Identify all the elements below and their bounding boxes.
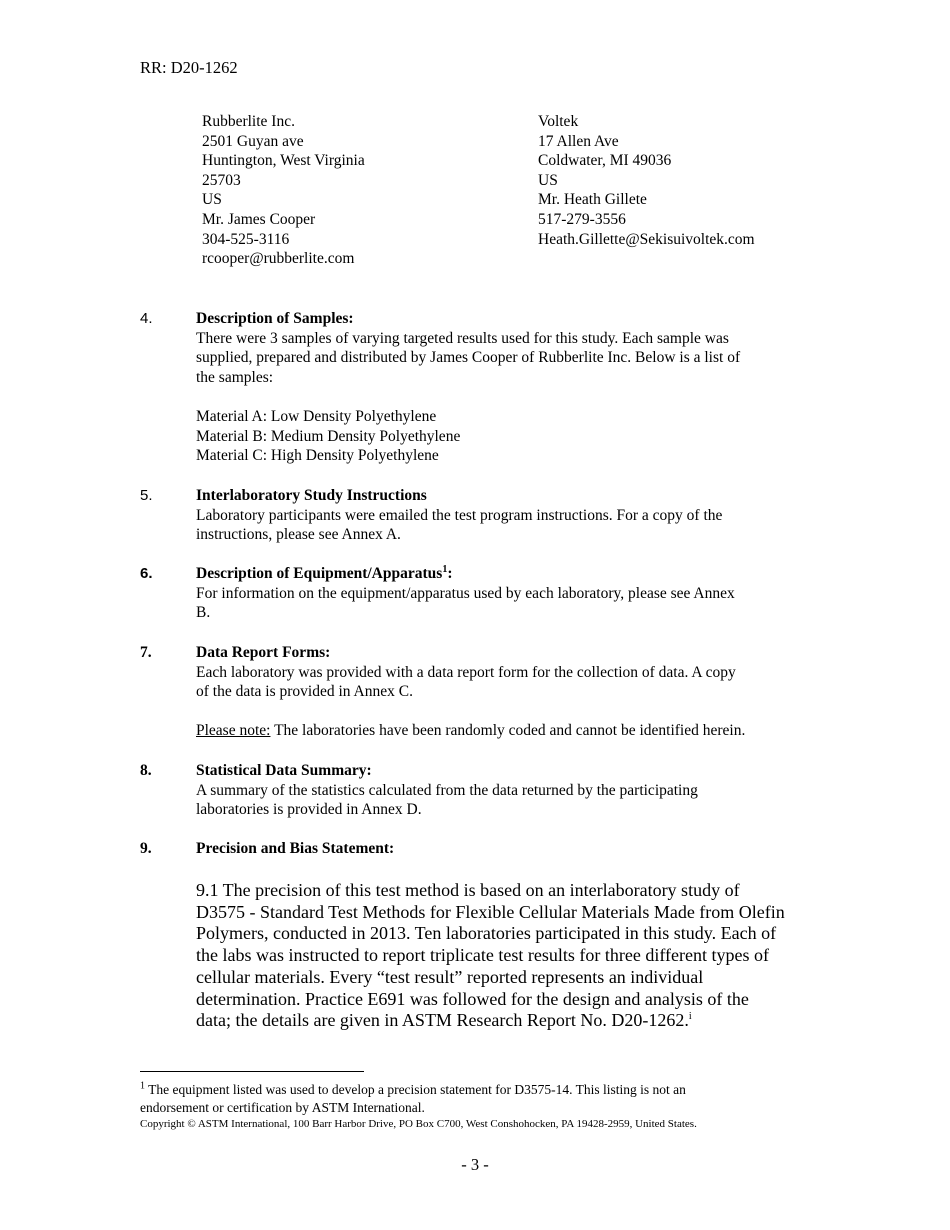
address-line: 17 Allen Ave [538,132,619,150]
section-number: 6. [140,565,153,582]
section-title: Description of Samples: [196,310,354,327]
note-label: Please note: [196,722,271,740]
footnote-ref: 1 [442,563,448,575]
paragraph-line: Polymers, conducted in 2013. Ten laboratories participated in this study. Each of [196,923,777,944]
section-number: 9. [140,840,152,857]
section-number: 8. [140,762,152,779]
section-title-text: Description of Equipment/Apparatus [196,565,443,582]
address-block-voltek [538,112,755,249]
section-statistical-summary [140,761,820,820]
address-block-rubberlite [202,112,365,269]
address-line: Mr. James Cooper [202,210,316,228]
address-email: Heath.Gillette@Sekisuivoltek.com [538,230,755,248]
paragraph-line: Each laboratory was provided with a data report form for the collection of data. A copy [196,663,736,681]
paragraph-line [196,1010,785,1032]
address-line: 25703 [202,171,241,189]
section-precision-bias [140,839,820,859]
paragraph-line: of the data is provided in Annex C. [196,683,413,701]
paragraph-line: supplied, prepared and distributed by James Cooper of Rubberlite Inc. Below is a list of [196,349,741,367]
section-number: 5. [140,487,153,504]
footnote-line [140,1081,686,1099]
paragraph-line: the labs was instructed to report triplicate test results for three different types of [196,945,769,966]
section-description-of-samples [140,309,820,466]
section-title-suffix: : [447,565,453,582]
section-number: 4. [140,310,153,327]
section-title [196,564,820,584]
paragraph-line: D3575 - Standard Test Methods for Flexible Cellular Materials Made from Olefin [196,901,785,922]
address-line: Mr. Heath Gillete [538,191,647,209]
address-line: US [202,191,222,209]
address-line: 2501 Guyan ave [202,132,304,150]
paragraph-last-line: data; the details are given in ASTM Research Report No. D20-1262. [196,1010,689,1031]
paragraph-line: A summary of the statistics calculated from the data returned by the participating [196,781,698,799]
section-study-instructions [140,486,820,545]
address-line: Rubberlite Inc. [202,113,295,130]
footnote-divider [140,1071,364,1072]
paragraph-line: For information on the equipment/apparatus used by each laboratory, please see Annex [196,584,735,602]
footnote-line: endorsement or certification by ASTM International. [140,1099,425,1115]
address-line: 304-525-3116 [202,230,290,248]
page-number: - 3 - [461,1155,489,1174]
report-id: RR: D20-1262 [140,58,238,77]
endnote-ref: i [688,1011,692,1023]
address-line: 517-279-3556 [538,210,626,228]
paragraph-line: There were 3 samples of varying targeted results used for this study. Each sample was [196,329,729,347]
note-text: The laboratories have been randomly coded and cannot be identified herein. [270,722,746,740]
paragraph-line: instructions, please see Annex A. [196,526,401,544]
paragraph-line: laboratories is provided in Annex D. [196,801,422,819]
paragraph-line: determination. Practice E691 was followed for the design and analysis of the [196,988,749,1009]
material-item: Material C: High Density Polyethylene [196,447,439,465]
paragraph-line: 9.1 The precision of this test method is based on an interlaboratory study of [196,880,740,900]
paragraph-line: the samples: [196,368,274,386]
footnote-marker: 1 [140,1080,145,1092]
footnote-text: The equipment listed was used to develop a precision statement for D3575-14. This listing is not an [145,1082,686,1097]
paragraph-line: B. [196,604,211,622]
address-email: rcooper@rubberlite.com [202,250,355,268]
copyright-notice: Copyright © ASTM International, 100 Barr Harbor Drive, PO Box C700, West Conshohocken, PA 19428-2959, United States. [140,1118,697,1130]
section-equipment [140,564,820,623]
footnote [140,1081,686,1116]
section-title: Statistical Data Summary: [196,762,372,779]
material-item: Material A: Low Density Polyethylene [196,407,437,425]
section-title: Data Report Forms: [196,644,331,661]
address-line: Huntington, West Virginia [202,152,365,170]
section-number: 7. [140,644,152,661]
paragraph-line: Laboratory participants were emailed the test program instructions. For a copy of the [196,506,723,524]
section-title: Precision and Bias Statement: [196,840,395,857]
material-item: Material B: Medium Density Polyethylene [196,427,461,445]
note-line [196,721,820,741]
paragraph-line: cellular materials. Every “test result” reported represents an individual [196,966,704,987]
address-line: Voltek [538,113,579,130]
precision-statement-paragraph [196,880,785,1032]
address-line: Coldwater, MI 49036 [538,152,672,170]
section-title: Interlaboratory Study Instructions [196,487,427,504]
address-line: US [538,171,558,189]
section-data-report-forms [140,643,820,741]
